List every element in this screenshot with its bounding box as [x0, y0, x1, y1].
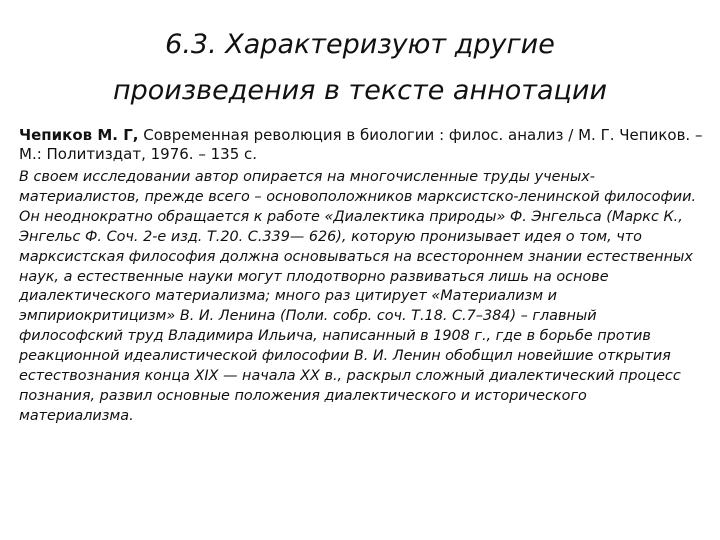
slide-title-line-1: 6.3. Характеризуют другие	[165, 29, 555, 60]
slide-title	[40, 22, 680, 114]
reference-details: Современная революция в биологии : филос. анализ / М. Г. Чепиков. – М.: Политиздат, 1976. – 135 с.	[19, 126, 703, 163]
slide-body	[19, 126, 703, 427]
annotation-text: В своем исследовании автор опирается на многочисленные труды ученых-материалистов, прежде всего – основоположников марксистско-ленинской философии. Он неоднократно обращается к работе «Диалектика природы» Ф. Энгельса (Маркс К., Энгельс Ф. Соч. 2-е изд. Т.20. С.339— 626), которую пронизывает идея о том, что марксистская философия должна основываться на всестороннем знании естественных наук, а естественные науки могут плодотворно развиваться лишь на основе диалектического материализма; много раз цитирует «Материализм и эмпириокритицизм» В. И. Ленина (Поли. собр. соч. Т.18. С.7–384) – главный философский труд Владимира Ильича, написанный в 1908 г., где в борьбе против реакционной идеалистической философии В. И. Ленин обобщил новейшие открытия естествознания конца XIX — начала XX в., раскрыл сложный диалектический процесс познания, развил основные положения диалектического и исторического материализма.	[19, 169, 697, 424]
bibliographic-reference	[19, 126, 703, 164]
reference-author: Чепиков М. Г,	[19, 126, 139, 144]
slide-title-line-2: произведения в тексте аннотации	[112, 75, 608, 106]
